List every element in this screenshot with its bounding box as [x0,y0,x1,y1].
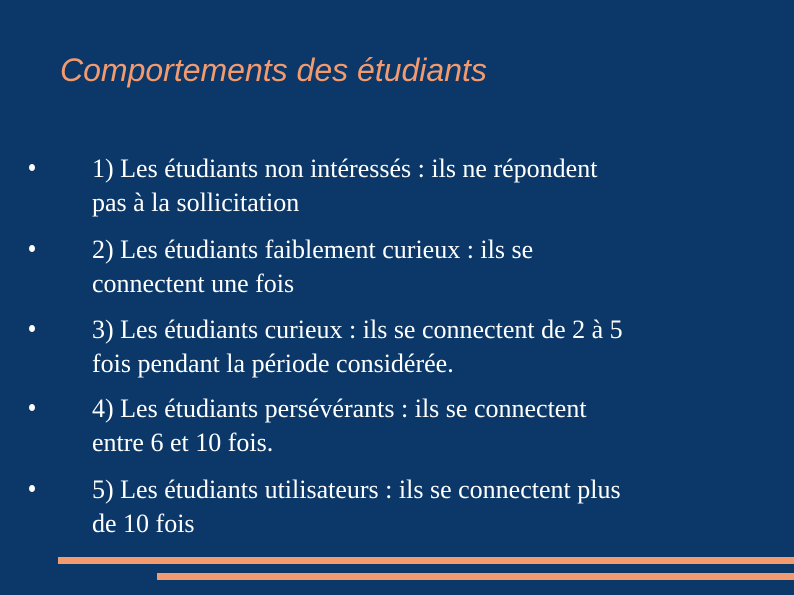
bullet-point-icon [29,164,35,171]
bullet-line: 1) Les étudiants non intéressés : ils ne répondent [92,154,598,183]
bullet-line: pas à la sollicitation [92,188,300,217]
decorative-bar-bottom [157,573,794,580]
bullet-line: fois pendant la période considérée. [92,349,454,378]
bullet-text [92,313,752,381]
slide-title: Comportements des étudiants [60,52,487,88]
bullet-point-icon [29,404,35,411]
bullet-text [92,233,752,301]
bullet-text [92,152,752,220]
bullet-line: de 10 fois [92,509,195,538]
bullet-point-icon [29,485,35,492]
decorative-bar-top [58,557,794,564]
bullet-line: 4) Les étudiants persévérants : ils se connectent [92,394,587,423]
bullet-line: connectent une fois [92,269,295,298]
bullet-text [92,392,752,460]
bullet-line: 3) Les étudiants curieux : ils se connectent de 2 à 5 [92,315,623,344]
bullet-line: entre 6 et 10 fois. [92,428,274,457]
bullet-point-icon [29,325,35,332]
bullet-line: 2) Les étudiants faiblement curieux : ils se [92,235,534,264]
bullet-line: 5) Les étudiants utilisateurs : ils se connectent plus [92,475,621,504]
bullet-point-icon [29,245,35,252]
bullet-text [92,473,752,541]
